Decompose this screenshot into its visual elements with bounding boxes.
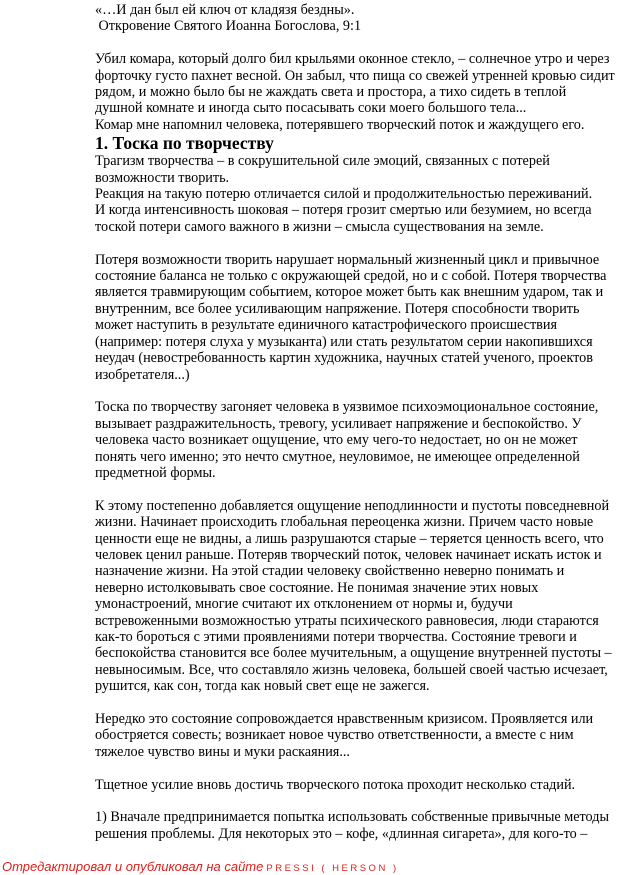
body-paragraph: Тщетное усилие вновь достичь творческого потока проходит несколько стадий. [95, 776, 576, 793]
body-paragraph: Нередко это состояние сопровождается нравственным кризисом. Проявляется или обостряется совесть; возникает новое чувство ответственности, а вместе с ним тяжелое чувство вины и муки раскаяния... [95, 710, 594, 760]
epigraph-source: Откровение Святого Иоанна Богослова, 9:1 [95, 18, 362, 35]
footer-site-link[interactable]: PRESSI ( HERSON ) [266, 863, 399, 874]
section-heading: 1. Тоска по творчеству [95, 133, 274, 154]
footer-credit [2, 859, 618, 874]
body-paragraph: К этому постепенно добавляется ощущение неподлинности и пустоты повседневной жизни. Начинает происходить глобальная переоценка жизни. Причем часто новые ценности еще не видны, а лишь разрушаются старые – теряется ценность всего, что человек ценил раньше. Потеряв творческий поток, человек начинает искать исток и назначение жизни. На этой стадии человеку свойственно неверно понимать и неверно истолковывать свое состояние. Не понимая значение этих новых умонастроений, многие считают их отклонением от нормы и, будучи встревоженными возможностью утраты психического равновесия, люди стараются как-то бороться с этими проявлениями потери творчества. Состояние тревоги и беспокойства становится все более мучительным, а ощущение внутренней пустоты – невыносимым. Все, что составляло жизнь человека, большей своей частью исчезает, рушится, как сон, тогда как новый свет еще не зажегся. [95, 497, 612, 695]
epigraph-quote: «…И дан был ей ключ от кладязя бездны». [95, 2, 355, 18]
intro-paragraph: Убил комара, который долго бил крыльями оконное стекло, – солнечное утро и через форточку густо пахнет весной. Он забыл, что пища со свежей утренней кровью сидит рядом, и можно было бы не жаждать света и простора, а тихо сидеть в теплой душной комнате и иногда сыто посасывать соки моего большого тела... [95, 51, 615, 117]
intro-paragraph: Комар мне напомнил человека, потерявшего творческий поток и жаждущего его. [95, 116, 585, 133]
body-paragraph: Реакция на такую потерю отличается силой и продолжительностью переживаний. [95, 186, 593, 203]
body-paragraph: Потеря возможности творить нарушает нормальный жизненный цикл и привычное состояние баланса не только с окружающей средой, но и с собой. Потеря творчества является травмирующим событием, которое может быть как внешним ударом, так и внутренним, все более усиливающим напряжение. Потеря способности творить может наступить в результате единичного катастрофического происшествия (например: потеря слуха у музыканта) или стать результатом серии накопившихся неудач (невостребованность картин художника, научных статей ученого, проектов изобретателя...) [95, 251, 607, 383]
body-paragraph: И когда интенсивность шоковая – потеря грозит смертью или безумием, но всегда тоской потери самого важного в жизни – смысла существования на земле. [95, 202, 592, 235]
document-page [95, 2, 615, 842]
body-paragraph: Трагизм творчества – в сокрушительной силе эмоций, связанных с потерей возможности творить. [95, 153, 550, 186]
footer-credit-text: Отредактировал и опубликовал на сайте [2, 859, 264, 874]
body-paragraph: Тоска по творчеству загоняет человека в уязвимое психоэмоциональное состояние, вызывает раздражительность, тревогу, усиливает напряжение и беспокойство. У человека часто возникает ощущение, что ему чего-то недостает, но он не может понять чего именно; это нечто смутное, неуловимое, не имеющее определенной предметной формы. [95, 399, 599, 481]
body-paragraph: 1) Вначале предпринимается попытка использовать собственные привычные методы решения проблемы. Для некоторых это – кофе, «длинная сигарета», для кого-то – [95, 809, 609, 842]
